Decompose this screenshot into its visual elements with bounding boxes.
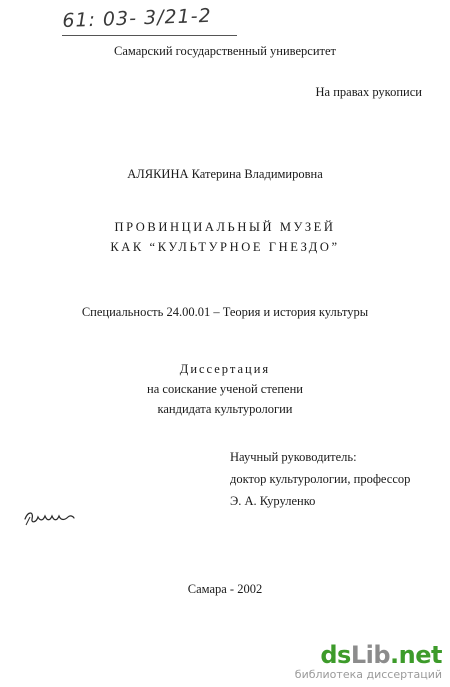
dslib-logo-ds: ds [320,641,351,669]
dissertation-purpose: на соискание ученой степени [147,382,303,396]
thesis-title-line-2: КАК “КУЛЬТУРНОЕ ГНЕЗДО” [110,240,340,254]
dslib-logo [295,642,442,668]
dissertation-degree: кандидата культурологии [157,402,293,416]
supervisor-label: Научный руководитель: [230,450,357,464]
dissertation-kind: Диссертация [179,362,271,376]
handwritten-archive-note: 61: 03- 3/21-2 [62,4,212,32]
institution-name: Самарский государственный университет [114,44,336,58]
handwritten-underline [62,35,237,36]
supervisor-name: Э. А. Куруленко [230,494,316,508]
dslib-logo-lib: Lib [350,641,391,669]
thesis-title-line-1: ПРОВИНЦИАЛЬНЫЙ МУЗЕЙ [114,220,336,234]
handwritten-signature [22,505,76,527]
dslib-logo-net: .net [390,641,442,669]
dslib-watermark[interactable] [295,642,442,681]
author-name: АЛЯКИНА Катерина Владимировна [127,167,323,181]
specialty-line: Специальность 24.00.01 – Теория и история культуры [81,305,369,319]
city-year: Самара - 2002 [187,582,263,596]
dslib-subtitle: библиотека диссертаций [294,668,442,681]
manuscript-rights-note: На правах рукописи [315,85,422,99]
supervisor-title: доктор культурологии, профессор [230,472,411,486]
